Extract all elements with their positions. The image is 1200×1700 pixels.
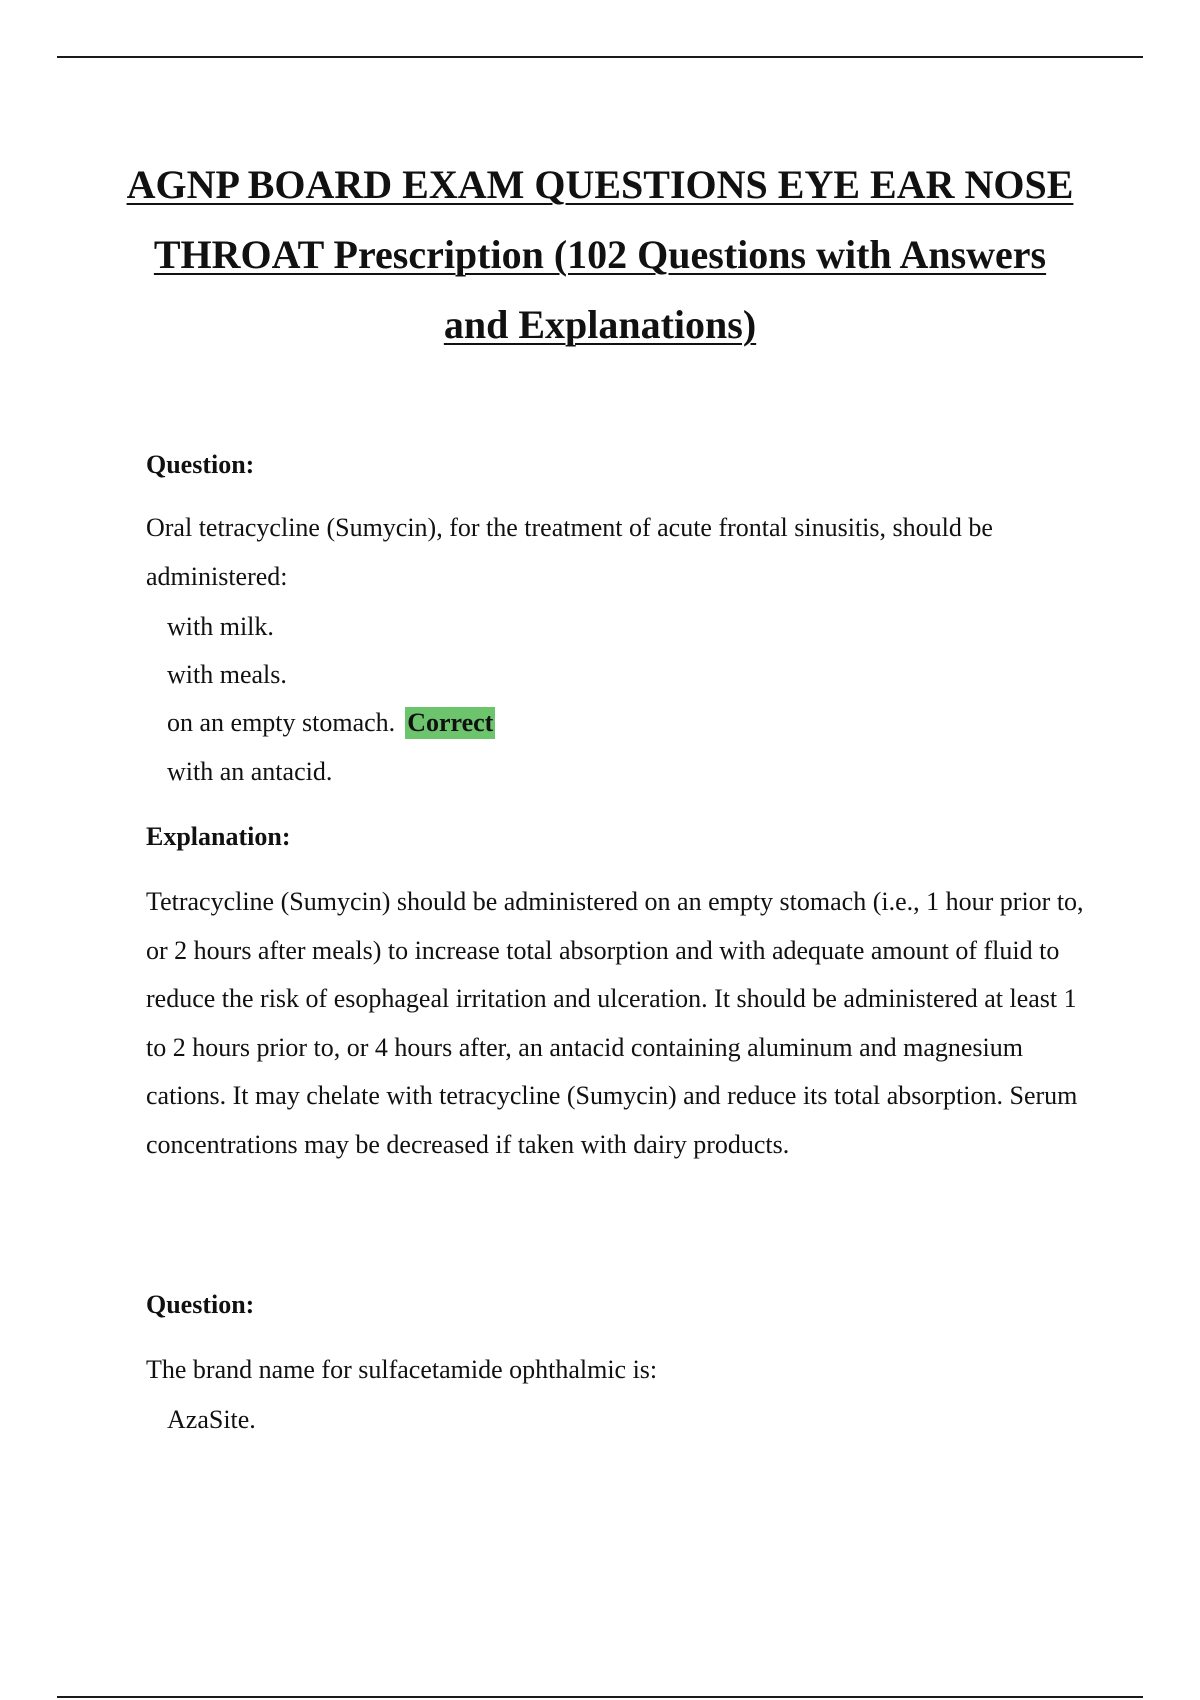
document-title: AGNP BOARD EXAM QUESTIONS EYE EAR NOSE THROAT Prescription (102 Questions with Answers and Explanations) (126, 162, 1074, 347)
answer-option-text: on an empty stomach. (167, 708, 396, 737)
answer-option-text: with an antacid. (167, 757, 333, 786)
question-text: The brand name for sulfacetamide ophthalmic is: (146, 1355, 658, 1384)
answer-option (167, 658, 287, 692)
answer-option (167, 1403, 256, 1437)
answer-option-correct (167, 706, 495, 740)
header-rule (57, 56, 1143, 58)
question-label: Question: (146, 450, 255, 479)
question-text: Oral tetracycline (Sumycin), for the treatment of acute frontal sinusitis, should be administered: (146, 513, 993, 591)
question-label: Question: (146, 1290, 255, 1319)
correct-badge: Correct (407, 708, 494, 737)
footer-rule (57, 1696, 1143, 1698)
explanation-text: Tetracycline (Sumycin) should be administered on an empty stomach (i.e., 1 hour prior to, or 2 hours after meals) to increase total absorption and with adequate amount of fluid to reduce the risk of esophageal irritation and ulceration. It should be administered at least 1 to 2 hours prior to, or 4 hours after, an antacid containing aluminum and magnesium cations. It may chelate with tetracycline (Sumycin) and reduce its total absorption. Serum concentrations may be decreased if taken with dairy products. (146, 887, 1084, 1159)
answer-option (167, 755, 332, 789)
answer-option-text: with meals. (167, 660, 287, 689)
answer-option-text: with milk. (167, 612, 274, 641)
answer-option (167, 610, 274, 644)
explanation-label: Explanation: (146, 822, 291, 851)
answer-option-text: AzaSite. (167, 1405, 256, 1434)
